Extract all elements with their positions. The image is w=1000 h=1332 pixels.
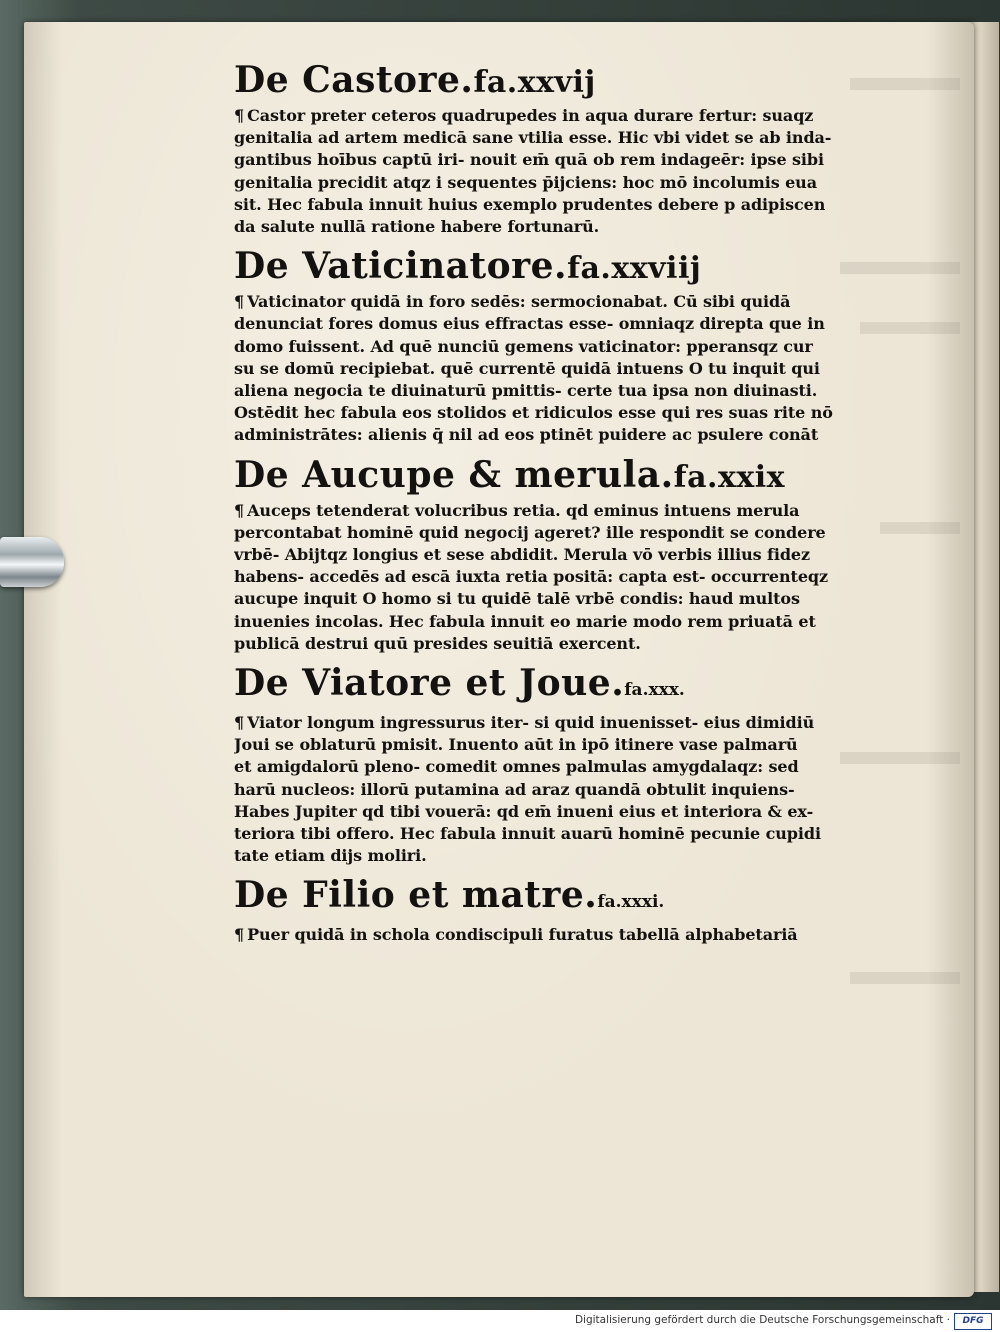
text-line bbox=[234, 313, 854, 335]
pilcrow-mark: ¶ bbox=[234, 292, 245, 312]
line-text: domo fuissent. Ad quē nunciū gemens vaticinator: pperansqz cur bbox=[234, 336, 813, 356]
line-text: Auceps tetenderat volucribus retia. qd eminus intuens merula bbox=[247, 500, 800, 520]
text-line bbox=[234, 924, 854, 946]
text-line bbox=[234, 424, 854, 446]
line-text: harū nucleos: illorū putamina ad araz quandā obtulit inquiens- bbox=[234, 779, 795, 799]
show-through-mark bbox=[850, 972, 960, 984]
line-text: Viator longum ingressurus iter- si quid inuenisset- eius dimidiū bbox=[247, 713, 815, 733]
fable-title: De Viatore et Joue. bbox=[234, 662, 625, 705]
line-text: teriora tibi offero. Hec fabula innuit auarū hominē pecunie cupidi bbox=[234, 824, 821, 844]
show-through-mark bbox=[880, 522, 960, 534]
text-line bbox=[234, 633, 854, 655]
line-text: da salute nullā ratione habere fortunarū. bbox=[234, 217, 600, 237]
line-text: aliena negocia te diuinaturū pmittis- certe tua ipsa non diuinasti. bbox=[234, 381, 818, 401]
fable-heading bbox=[234, 873, 854, 924]
fable-number: fa.xxvij bbox=[473, 65, 596, 100]
text-line bbox=[234, 588, 854, 610]
fable-heading bbox=[234, 244, 854, 291]
text-line bbox=[234, 779, 854, 801]
show-through-mark bbox=[850, 78, 960, 90]
fable-title: De Filio et matre. bbox=[234, 874, 598, 917]
line-text: Castor preter ceteros quadrupedes in aqua durare fertur: suaqz bbox=[247, 106, 814, 125]
line-text: aucupe inquit O homo si tu quidē talē vrbē condis: haud multos bbox=[234, 589, 800, 609]
show-through-mark bbox=[840, 262, 960, 274]
fable-heading bbox=[234, 453, 854, 500]
text-line bbox=[234, 194, 854, 216]
text-line bbox=[234, 172, 854, 194]
text-line bbox=[234, 402, 854, 424]
line-text: genitalia ad artem medicā sane vtilia esse. Hic vbi videt se ab inda- bbox=[234, 128, 832, 148]
text-line bbox=[234, 127, 854, 149]
fable-number: fa.xxx. bbox=[624, 680, 685, 701]
pilcrow-mark: ¶ bbox=[234, 713, 245, 733]
line-text: Puer quidā in schola condiscipuli furatus tabellā alphabetariā bbox=[247, 925, 798, 945]
fable-heading bbox=[234, 58, 854, 105]
fable-number: fa.xxix bbox=[673, 459, 786, 495]
line-text: vrbē- Abijtqz longius et sese abdidit. Merula vō verbis illius fidez bbox=[234, 545, 810, 565]
line-text: publicā destrui quū presides seuitiā exercent. bbox=[234, 633, 641, 653]
line-text: percontabat hominē quid negocij ageret? ille respondit se condere bbox=[234, 522, 826, 542]
pilcrow-mark: ¶ bbox=[234, 106, 245, 125]
fable-heading bbox=[234, 661, 854, 712]
text-line bbox=[234, 611, 854, 633]
text-line bbox=[234, 845, 854, 867]
line-text: Habes Jupiter qd tibi vouerā: qd em̄ inueni eius et interiora & ex- bbox=[234, 801, 814, 821]
text-line bbox=[234, 358, 854, 380]
footer-bar bbox=[0, 1310, 1000, 1332]
text-line bbox=[234, 105, 854, 127]
fable-number: fa.xxviij bbox=[567, 251, 702, 287]
page-text bbox=[234, 58, 854, 947]
show-through-mark bbox=[860, 322, 960, 334]
text-line bbox=[234, 500, 854, 522]
line-text: gantibus hoībus captū iri- nouit em̄ quā ob rem indageēr: ipse sibi bbox=[234, 150, 824, 170]
fable-title: De Castore. bbox=[234, 59, 474, 101]
text-line bbox=[234, 566, 854, 588]
dfg-logo: DFG bbox=[954, 1313, 992, 1330]
line-text: genitalia precidit atqz i sequentes p̄ijciens: hoc mō incolumis eua bbox=[234, 172, 817, 192]
text-line bbox=[234, 380, 854, 402]
line-text: inuenies incolas. Hec fabula innuit eo marie modo rem priuatā et bbox=[234, 611, 816, 631]
pilcrow-mark: ¶ bbox=[234, 925, 245, 945]
show-through-mark bbox=[840, 752, 960, 764]
digitization-credit: Digitalisierung gefördert durch die Deutsche Forschungsgemeinschaft · bbox=[574, 1314, 950, 1326]
text-line bbox=[234, 522, 854, 544]
line-text: denunciat fores domus eius effractas esse- omniaqz direpta que in bbox=[234, 314, 825, 334]
line-text: su se domū recipiebat. quē currentē quidā intuens O tu inquit qui bbox=[234, 358, 820, 378]
text-line bbox=[234, 756, 854, 778]
text-line bbox=[234, 336, 854, 358]
text-line bbox=[234, 216, 854, 238]
text-line bbox=[234, 712, 854, 734]
line-text: tate etiam dijs moliri. bbox=[234, 846, 427, 866]
line-text: administrātes: alienis q̄ nil ad eos ptinēt puidere ac psulere conāt bbox=[234, 425, 819, 445]
text-line bbox=[234, 149, 854, 171]
line-text: et amigdalorū pleno- comedit omnes palmulas amygdalaqz: sed bbox=[234, 757, 799, 777]
fable-number: fa.xxxi. bbox=[597, 892, 665, 913]
fable-title: De Aucupe & merula. bbox=[234, 453, 674, 496]
fable-title: De Vaticinatore. bbox=[234, 245, 568, 288]
line-text: sit. Hec fabula innuit huius exemplo prudentes debere p adipiscen bbox=[234, 194, 826, 214]
text-line bbox=[234, 291, 854, 313]
line-text: Ostēdit hec fabula eos stolidos et ridiculos esse qui res suas rite nō bbox=[234, 403, 833, 423]
pilcrow-mark: ¶ bbox=[234, 500, 245, 520]
text-line bbox=[234, 823, 854, 845]
text-line bbox=[234, 734, 854, 756]
line-text: Joui se oblaturū pmisit. Inuento aūt in ipō itinere vase palmarū bbox=[234, 735, 798, 755]
glass-page-weight bbox=[0, 537, 64, 587]
text-line bbox=[234, 801, 854, 823]
line-text: Vaticinator quidā in foro sedēs: sermocionabat. Cū sibi quidā bbox=[247, 292, 791, 312]
text-line bbox=[234, 544, 854, 566]
line-text: habens- accedēs ad escā iuxta retia positā: capta est- occurrenteqz bbox=[234, 567, 828, 587]
